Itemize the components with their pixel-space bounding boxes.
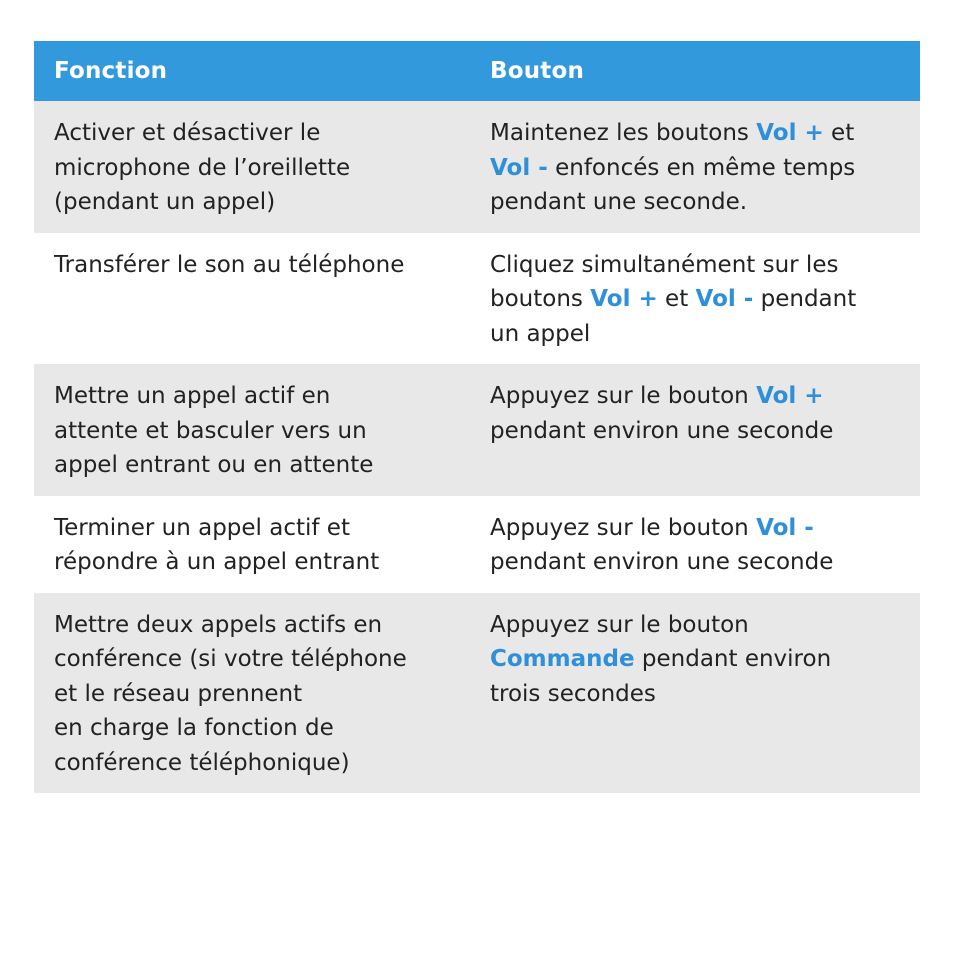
function-text-line: Transférer le son au téléphone <box>54 251 405 278</box>
button-text-line <box>490 248 910 283</box>
button-cell <box>470 608 920 781</box>
function-cell <box>34 379 470 483</box>
function-text-line: Terminer un appel actif et <box>54 514 350 541</box>
table-header-row <box>34 41 920 101</box>
button-keyword: Commande <box>490 646 635 672</box>
button-text-line <box>490 677 910 712</box>
function-text-line: Activer et désactiver le <box>54 120 321 146</box>
function-cell <box>34 608 470 781</box>
button-text-line <box>490 151 910 186</box>
header-fonction: Fonction <box>54 57 168 84</box>
button-text: Appuyez sur le bouton <box>490 514 757 541</box>
button-text: et <box>823 120 855 146</box>
controls-table <box>34 41 920 793</box>
function-text-line: (pendant un appel) <box>54 189 276 215</box>
button-text: Cliquez simultanément sur les <box>490 251 839 278</box>
button-text: pendant environ une seconde <box>490 417 834 444</box>
button-text: un appel <box>490 320 591 347</box>
table-row <box>34 364 920 496</box>
button-text-line <box>490 608 910 643</box>
button-text: pendant une seconde. <box>490 189 748 215</box>
button-cell <box>470 248 920 352</box>
function-text-line: microphone de l’oreillette <box>54 154 351 181</box>
button-text: pendant environ <box>634 646 832 672</box>
button-cell <box>470 511 920 580</box>
button-text: Appuyez sur le bouton <box>490 611 749 638</box>
button-text-line <box>490 282 910 317</box>
button-text-line <box>490 545 910 580</box>
button-text-line <box>490 642 910 677</box>
function-cell <box>34 116 470 220</box>
button-text: pendant <box>753 286 857 312</box>
button-cell <box>470 116 920 220</box>
table-row <box>34 101 920 233</box>
button-text-line <box>490 379 910 414</box>
button-keyword: Vol - <box>695 286 754 312</box>
function-text-line: conférence (si votre téléphone <box>54 646 407 672</box>
button-text-line <box>490 116 910 151</box>
button-text: et <box>657 286 696 312</box>
table-row <box>34 233 920 365</box>
function-text-line: Mettre un appel actif en <box>54 383 331 409</box>
table-body <box>34 101 920 793</box>
button-keyword: Vol + <box>756 120 824 146</box>
button-keyword: Vol + <box>756 383 824 409</box>
function-text-line: appel entrant ou en attente <box>54 452 374 478</box>
button-text: enfoncés en même temps <box>547 154 856 181</box>
button-text-line <box>490 414 910 449</box>
function-text-line: et le réseau prennent <box>54 680 303 707</box>
button-text-line <box>490 317 910 352</box>
table-row <box>34 496 920 593</box>
button-text: pendant environ une seconde <box>490 549 834 575</box>
button-keyword: Vol - <box>756 514 814 541</box>
button-text-line <box>490 185 910 220</box>
function-text-line: en charge la fonction de <box>54 715 334 741</box>
button-text: trois secondes <box>490 680 656 707</box>
function-text-line: conférence téléphonique) <box>54 749 350 776</box>
function-text-line: répondre à un appel entrant <box>54 549 380 575</box>
button-keyword: Vol + <box>590 286 658 312</box>
button-cell <box>470 379 920 483</box>
table-row <box>34 593 920 794</box>
button-text: Appuyez sur le bouton <box>490 383 757 409</box>
function-cell <box>34 248 470 352</box>
function-text-line: attente et basculer vers un <box>54 417 367 444</box>
button-text: Maintenez les boutons <box>490 120 757 146</box>
function-cell <box>34 511 470 580</box>
button-keyword: Vol - <box>490 154 548 181</box>
button-text-line <box>490 511 910 546</box>
header-bouton: Bouton <box>490 57 585 84</box>
function-text-line: Mettre deux appels actifs en <box>54 611 383 638</box>
button-text: boutons <box>490 286 591 312</box>
